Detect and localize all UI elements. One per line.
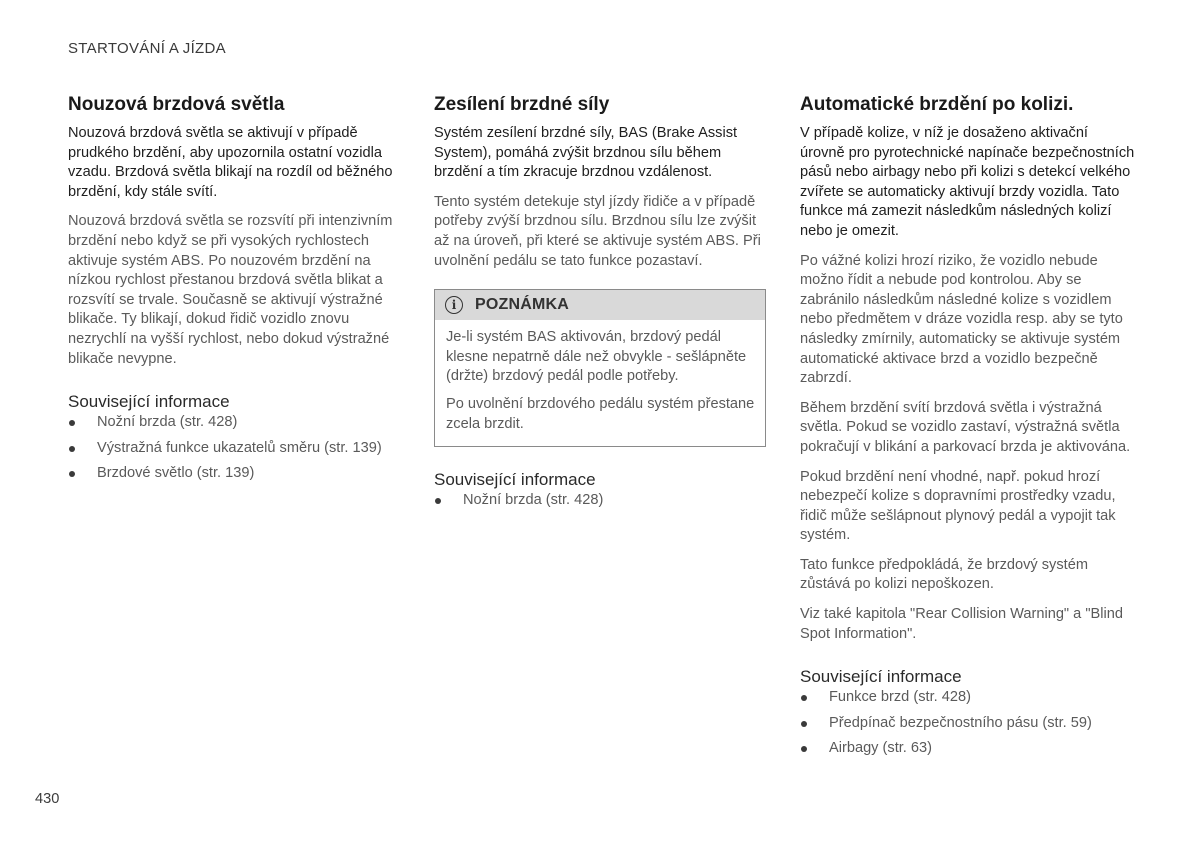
related-info-link[interactable] <box>800 688 1135 708</box>
bullet-icon <box>69 420 75 426</box>
section-label: STARTOVÁNÍ A JÍZDA <box>68 40 226 57</box>
bullet-icon <box>801 746 807 752</box>
body-paragraph: Během brzdění svítí brzdová světla i výstražná světla. Pokud se vozidlo zastaví, výstražná světla pokračují v blikání a parkovací brzda je aktivována. <box>800 399 1131 455</box>
related-info-link-text[interactable]: Airbagy (str. 63) <box>829 740 933 757</box>
body-paragraph: Tato funkce předpokládá, že brzdový systém zůstává po kolizi nepoškozen. <box>800 556 1088 593</box>
body-paragraph: Pokud brzdění není vhodné, např. pokud hrozí nebezpečí kolize s dopravními prostředky vzadu, řidič může sešlápnout plynový pedál a vypojit tak systém. <box>800 468 1116 544</box>
section-title: Zesílení brzdné síly <box>434 94 610 115</box>
related-info-heading: Související informace <box>434 470 596 490</box>
lead-paragraph: Nouzová brzdová světla se aktivují v případě prudkého brzdění, aby upozornila ostatní vozidla vzadu. Brzdová světla blikají na rozdíl od běžného brzdění, kdy stále svítí. <box>68 125 393 200</box>
related-info-link-text[interactable]: Funkce brzd (str. 428) <box>829 689 971 706</box>
column-post-collision-braking <box>800 92 1135 765</box>
note-paragraph: Po uvolnění brzdového pedálu systém přestane zcela brzdit. <box>446 395 755 432</box>
related-info-link-text[interactable]: Předpínač bezpečnostního pásu (str. 59) <box>829 714 1092 731</box>
related-info-list <box>800 688 1135 759</box>
note-header <box>435 290 765 320</box>
related-info-heading: Související informace <box>800 667 962 687</box>
related-info-link[interactable] <box>68 439 400 459</box>
bullet-icon <box>801 721 807 727</box>
related-info-heading: Související informace <box>68 392 230 412</box>
bullet-icon <box>69 471 75 477</box>
bullet-icon <box>69 446 75 452</box>
section-title: Nouzová brzdová světla <box>68 94 285 115</box>
related-info-link-text[interactable]: Nožní brzda (str. 428) <box>463 492 604 509</box>
related-info-list <box>434 491 766 511</box>
bullet-icon <box>801 695 807 701</box>
lead-paragraph: Systém zesílení brzdné síly, BAS (Brake Assist System), pomáhá zvýšit brzdnou sílu během brzdění a tím zkracuje brzdnou vzdálenost. <box>434 125 738 181</box>
body-paragraph: Po vážné kolizi hrozí riziko, že vozidlo nebude možno řídit a nebude pod kontrolou. Aby se zabránilo následkům následné kolize s vozidlem nebo předmětem v dráze vozidla resp. aby se tyto následky zmírnily, automaticky se aktivuje systém automatické aktivace brzd a vozidlo bezpečně zabrzdí. <box>800 252 1123 387</box>
related-info-link-text[interactable]: Nožní brzda (str. 428) <box>97 414 238 431</box>
section-title: Automatické brzdění po kolizi. <box>800 94 1074 115</box>
related-info-link-text[interactable]: Výstražná funkce ukazatelů směru (str. 139) <box>97 439 382 456</box>
body-paragraph: Nouzová brzdová světla se rozsvítí při intenzivním brzdění nebo když se při vysokých rychlostech aktivuje systém ABS. Po nouzovém brzdění na nízkou rychlost přestanou brzdová světla blikat a rozsvítí se trvale. Současně se aktivují výstražné blikače. Ty blikají, dokud řidič vozidlo znovu nezrychlí na vyšší rychlost, nebo dokud výstražné blikače nevypne. <box>68 213 393 367</box>
related-info-link-text[interactable]: Brzdové světlo (str. 139) <box>97 465 255 482</box>
page-number: 430 <box>35 791 60 807</box>
info-icon: i <box>445 296 463 314</box>
bullet-icon <box>435 498 441 504</box>
body-paragraph: Tento systém detekuje styl jízdy řidiče a v případě potřeby zvýší brzdnou sílu. Brzdnou sílu lze zvýšit až na úroveň, při které se aktivuje systém ABS. Při uvolnění pedálu se tato funkce pozastaví. <box>434 193 761 269</box>
related-info-link[interactable] <box>434 491 766 511</box>
note-title: POZNÁMKA <box>475 296 570 314</box>
lead-paragraph: V případě kolize, v níž je dosaženo aktivační úrovně pro pyrotechnické napínače bezpečnostních pásů nebo airbagy nebo při kolizi s detekcí velkého zvířete se automaticky aktivují brzdy vozidla. Tato funkce má zamezit následkům následných kolizí nebo je omezit. <box>800 125 1135 239</box>
related-info-link[interactable] <box>800 714 1135 734</box>
related-info-link[interactable] <box>68 464 400 484</box>
note-box <box>434 289 766 447</box>
column-brake-assist <box>434 92 766 517</box>
related-info-link[interactable] <box>68 413 400 433</box>
related-info-link[interactable] <box>800 739 1135 759</box>
related-info-list <box>68 413 400 484</box>
note-paragraph: Je-li systém BAS aktivován, brzdový pedál klesne nepatrně dále než obvykle - sešlápněte (držte) brzdový pedál podle potřeby. <box>446 329 747 385</box>
body-paragraph: Viz také kapitola "Rear Collision Warning" a "Blind Spot Information". <box>800 606 1123 642</box>
column-emergency-brake-lights <box>68 92 400 490</box>
note-body <box>435 320 765 446</box>
